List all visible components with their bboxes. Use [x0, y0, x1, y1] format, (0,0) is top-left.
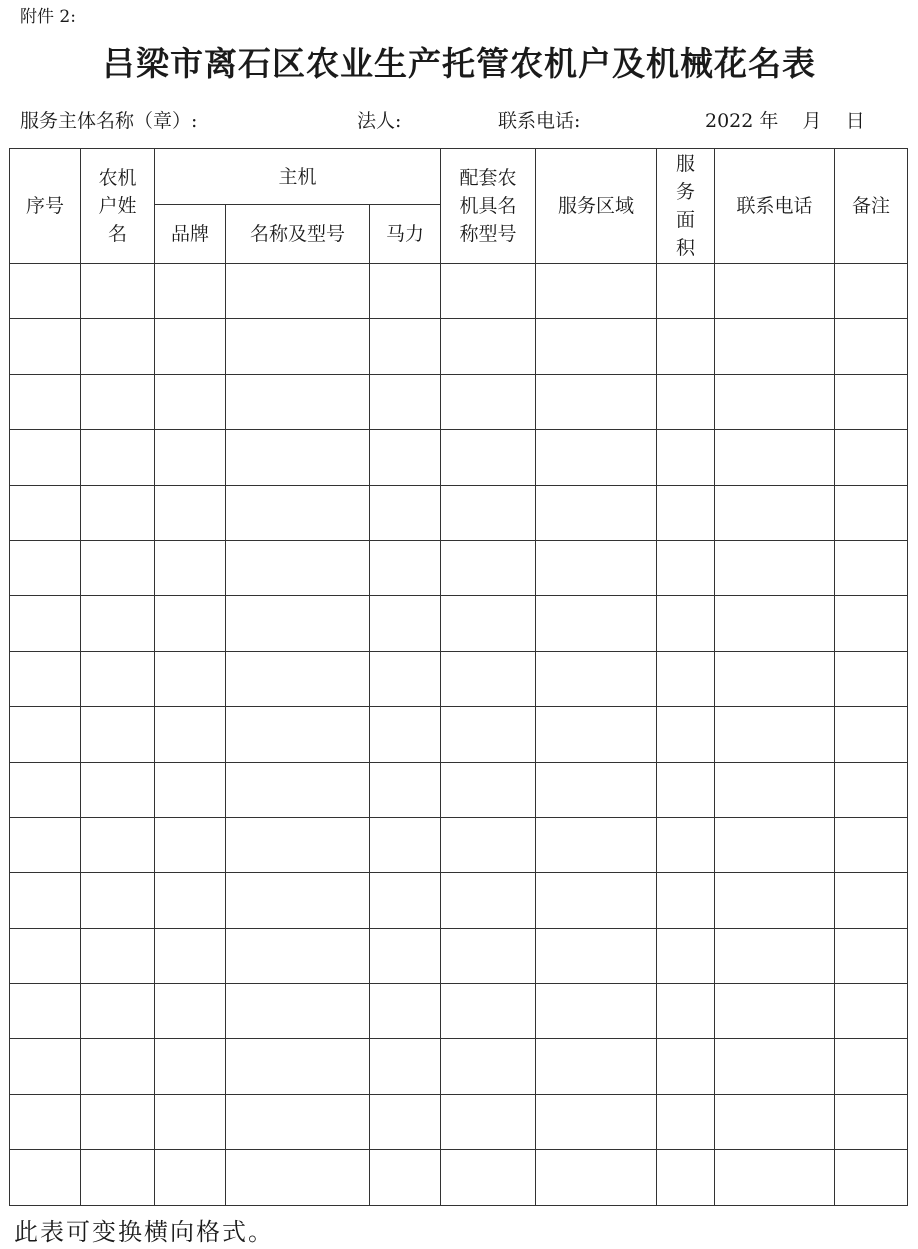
col-remark: 备注: [835, 149, 908, 264]
table-cell[interactable]: [657, 319, 715, 374]
table-cell[interactable]: [370, 762, 441, 817]
table-cell[interactable]: [155, 1039, 226, 1094]
table-cell[interactable]: [81, 762, 155, 817]
table-cell[interactable]: [81, 374, 155, 429]
table-cell[interactable]: [441, 984, 536, 1039]
table-cell[interactable]: [10, 984, 81, 1039]
table-cell[interactable]: [81, 928, 155, 983]
table-cell[interactable]: [536, 817, 657, 872]
col-owner-text: 农机户姓名: [98, 167, 137, 245]
table-cell[interactable]: [10, 596, 81, 651]
col-brand: 品牌: [155, 205, 226, 264]
table-cell[interactable]: [835, 540, 908, 595]
table-cell[interactable]: [835, 319, 908, 374]
table-cell[interactable]: [10, 651, 81, 706]
table-cell[interactable]: [81, 873, 155, 928]
table-row: [10, 1150, 908, 1205]
table-cell[interactable]: [441, 1094, 536, 1149]
table-cell[interactable]: [536, 485, 657, 540]
table-cell[interactable]: [81, 707, 155, 762]
table-cell[interactable]: [835, 984, 908, 1039]
table-row: [10, 707, 908, 762]
table-cell[interactable]: [835, 762, 908, 817]
table-cell[interactable]: [81, 817, 155, 872]
table-cell[interactable]: [536, 1039, 657, 1094]
table-cell[interactable]: [226, 540, 370, 595]
phone-label: 联系电话:: [498, 110, 581, 132]
table-cell[interactable]: [657, 540, 715, 595]
table-cell[interactable]: [715, 873, 835, 928]
table-cell[interactable]: [10, 540, 81, 595]
table-cell[interactable]: [536, 596, 657, 651]
col-area-size: [657, 149, 715, 264]
table-cell[interactable]: [441, 264, 536, 319]
table-cell[interactable]: [715, 264, 835, 319]
table-cell[interactable]: [657, 1094, 715, 1149]
table-cell[interactable]: [81, 430, 155, 485]
roster-table: [9, 148, 908, 1206]
table-cell[interactable]: [715, 1094, 835, 1149]
table-cell[interactable]: [226, 264, 370, 319]
table-cell[interactable]: [657, 817, 715, 872]
table-body: [10, 264, 908, 1206]
table-cell[interactable]: [370, 319, 441, 374]
table-cell[interactable]: [441, 596, 536, 651]
table-cell[interactable]: [657, 485, 715, 540]
table-cell[interactable]: [81, 1094, 155, 1149]
table-cell[interactable]: [155, 817, 226, 872]
table-row: [10, 319, 908, 374]
col-owner: [81, 149, 155, 264]
table-cell[interactable]: [81, 1150, 155, 1205]
table-cell[interactable]: [715, 928, 835, 983]
table-cell[interactable]: [715, 984, 835, 1039]
table-cell[interactable]: [155, 651, 226, 706]
table-cell[interactable]: [657, 873, 715, 928]
table-cell[interactable]: [155, 984, 226, 1039]
table-row: [10, 651, 908, 706]
table-cell[interactable]: [715, 817, 835, 872]
table-cell[interactable]: [536, 928, 657, 983]
table-row: [10, 374, 908, 429]
table-cell[interactable]: [835, 485, 908, 540]
table-row: [10, 762, 908, 817]
table-cell[interactable]: [226, 651, 370, 706]
table-cell[interactable]: [657, 596, 715, 651]
table-cell[interactable]: [441, 540, 536, 595]
table-row: [10, 430, 908, 485]
table-cell[interactable]: [155, 1094, 226, 1149]
table-cell[interactable]: [715, 319, 835, 374]
table-cell[interactable]: [715, 707, 835, 762]
table-cell[interactable]: [226, 762, 370, 817]
table-row: [10, 1039, 908, 1094]
table-row: [10, 485, 908, 540]
table-row: [10, 817, 908, 872]
table-cell[interactable]: [657, 651, 715, 706]
table-cell[interactable]: [536, 762, 657, 817]
table-row: [10, 264, 908, 319]
table-row: [10, 873, 908, 928]
table-cell[interactable]: [835, 873, 908, 928]
table-cell[interactable]: [835, 1039, 908, 1094]
table-cell[interactable]: [81, 651, 155, 706]
table-cell[interactable]: [536, 540, 657, 595]
table-cell[interactable]: [536, 374, 657, 429]
table-row: [10, 1094, 908, 1149]
table-cell[interactable]: [441, 430, 536, 485]
table-cell[interactable]: [835, 817, 908, 872]
table-cell[interactable]: [835, 374, 908, 429]
footer-note: 此表可变换横向格式。: [14, 1218, 274, 1246]
table-cell[interactable]: [835, 264, 908, 319]
table-cell[interactable]: [226, 707, 370, 762]
table-cell[interactable]: [536, 873, 657, 928]
table-cell[interactable]: [10, 1094, 81, 1149]
col-implement: [441, 149, 536, 264]
table-cell[interactable]: [370, 540, 441, 595]
table-cell[interactable]: [370, 873, 441, 928]
table-cell[interactable]: [226, 430, 370, 485]
table-cell[interactable]: [226, 817, 370, 872]
table-cell[interactable]: [441, 651, 536, 706]
table-cell[interactable]: [226, 374, 370, 429]
table-cell[interactable]: [657, 374, 715, 429]
table-cell[interactable]: [155, 430, 226, 485]
table-cell[interactable]: [370, 928, 441, 983]
table-cell[interactable]: [155, 928, 226, 983]
table-row: [10, 984, 908, 1039]
table-cell[interactable]: [370, 984, 441, 1039]
table-cell[interactable]: [536, 651, 657, 706]
table-cell[interactable]: [441, 707, 536, 762]
table-cell[interactable]: [835, 430, 908, 485]
table-cell[interactable]: [155, 319, 226, 374]
col-phone: 联系电话: [715, 149, 835, 264]
table-cell[interactable]: [657, 707, 715, 762]
table-cell[interactable]: [81, 596, 155, 651]
col-seq: 序号: [10, 149, 81, 264]
col-hp: 马力: [370, 205, 441, 264]
table-cell[interactable]: [10, 873, 81, 928]
table-cell[interactable]: [155, 873, 226, 928]
table-cell[interactable]: [10, 817, 81, 872]
table-row: [10, 928, 908, 983]
table-cell[interactable]: [10, 319, 81, 374]
table-cell[interactable]: [657, 762, 715, 817]
table-cell[interactable]: [226, 1094, 370, 1149]
table-cell[interactable]: [657, 430, 715, 485]
table-cell[interactable]: [441, 1150, 536, 1205]
table-cell[interactable]: [10, 707, 81, 762]
table-cell[interactable]: [10, 374, 81, 429]
table-cell[interactable]: [715, 1039, 835, 1094]
table-cell[interactable]: [536, 319, 657, 374]
table-cell[interactable]: [536, 1150, 657, 1205]
table-cell[interactable]: [536, 707, 657, 762]
table-cell[interactable]: [441, 928, 536, 983]
table-cell[interactable]: [441, 873, 536, 928]
table-row: [10, 596, 908, 651]
table-cell[interactable]: [657, 1150, 715, 1205]
table-cell[interactable]: [536, 984, 657, 1039]
table-cell[interactable]: [10, 485, 81, 540]
table-cell[interactable]: [81, 319, 155, 374]
date-field: 2022 年 月 日: [705, 110, 865, 132]
table-cell[interactable]: [155, 1150, 226, 1205]
table-cell[interactable]: [715, 596, 835, 651]
table-cell[interactable]: [370, 374, 441, 429]
table-cell[interactable]: [155, 374, 226, 429]
table-cell[interactable]: [10, 264, 81, 319]
table-cell[interactable]: [835, 1150, 908, 1205]
table-cell[interactable]: [441, 374, 536, 429]
table-cell[interactable]: [835, 596, 908, 651]
table-cell[interactable]: [155, 596, 226, 651]
col-area-size-text: 服务面积: [676, 153, 696, 259]
table-cell[interactable]: [835, 928, 908, 983]
table-cell[interactable]: [370, 1094, 441, 1149]
table-cell[interactable]: [155, 707, 226, 762]
col-model: 名称及型号: [226, 205, 370, 264]
legal-person-label: 法人:: [357, 110, 402, 132]
table-cell[interactable]: [715, 651, 835, 706]
col-area: 服务区域: [536, 149, 657, 264]
table-cell[interactable]: [441, 817, 536, 872]
table-cell[interactable]: [657, 984, 715, 1039]
table-cell[interactable]: [10, 1150, 81, 1205]
table-cell[interactable]: [715, 485, 835, 540]
table-cell[interactable]: [81, 1039, 155, 1094]
table-cell[interactable]: [10, 430, 81, 485]
table-cell[interactable]: [715, 762, 835, 817]
table-cell[interactable]: [536, 1094, 657, 1149]
table-cell[interactable]: [441, 1039, 536, 1094]
table-cell[interactable]: [81, 485, 155, 540]
table-cell[interactable]: [657, 928, 715, 983]
table-cell[interactable]: [715, 374, 835, 429]
col-implement-text: 配套农机具名称型号: [459, 167, 517, 245]
table-cell[interactable]: [81, 984, 155, 1039]
table-cell[interactable]: [370, 707, 441, 762]
table-cell[interactable]: [81, 540, 155, 595]
table-cell[interactable]: [81, 264, 155, 319]
table-cell[interactable]: [226, 596, 370, 651]
table-cell[interactable]: [370, 596, 441, 651]
table-cell[interactable]: [226, 873, 370, 928]
table-cell[interactable]: [155, 264, 226, 319]
table-cell[interactable]: [835, 651, 908, 706]
table-cell[interactable]: [226, 1039, 370, 1094]
table-cell[interactable]: [835, 707, 908, 762]
table-cell[interactable]: [10, 928, 81, 983]
table-cell[interactable]: [715, 1150, 835, 1205]
table-cell[interactable]: [370, 651, 441, 706]
table-cell[interactable]: [536, 430, 657, 485]
table-cell[interactable]: [226, 319, 370, 374]
table-cell[interactable]: [715, 430, 835, 485]
table-cell[interactable]: [715, 540, 835, 595]
table-cell[interactable]: [10, 762, 81, 817]
table-cell[interactable]: [835, 1094, 908, 1149]
table-cell[interactable]: [536, 264, 657, 319]
page-title: 吕梁市离石区农业生产托管农机户及机械花名表: [102, 44, 816, 83]
table-cell[interactable]: [10, 1039, 81, 1094]
table-cell[interactable]: [226, 928, 370, 983]
table-cell[interactable]: [155, 762, 226, 817]
table-cell[interactable]: [441, 485, 536, 540]
table-cell[interactable]: [226, 1150, 370, 1205]
table-cell[interactable]: [370, 1039, 441, 1094]
col-host: 主机: [155, 149, 441, 205]
table-cell[interactable]: [155, 485, 226, 540]
table-cell[interactable]: [657, 1039, 715, 1094]
table-cell[interactable]: [370, 1150, 441, 1205]
table-cell[interactable]: [441, 319, 536, 374]
table-cell[interactable]: [370, 817, 441, 872]
table-cell[interactable]: [370, 430, 441, 485]
table-cell[interactable]: [657, 264, 715, 319]
attachment-label: 附件 2:: [20, 7, 76, 27]
table-cell[interactable]: [370, 264, 441, 319]
table-cell[interactable]: [226, 485, 370, 540]
table-cell[interactable]: [155, 540, 226, 595]
table-cell[interactable]: [370, 485, 441, 540]
table-cell[interactable]: [226, 984, 370, 1039]
service-subject-label: 服务主体名称（章）:: [20, 110, 198, 132]
table-cell[interactable]: [441, 762, 536, 817]
table-row: [10, 540, 908, 595]
